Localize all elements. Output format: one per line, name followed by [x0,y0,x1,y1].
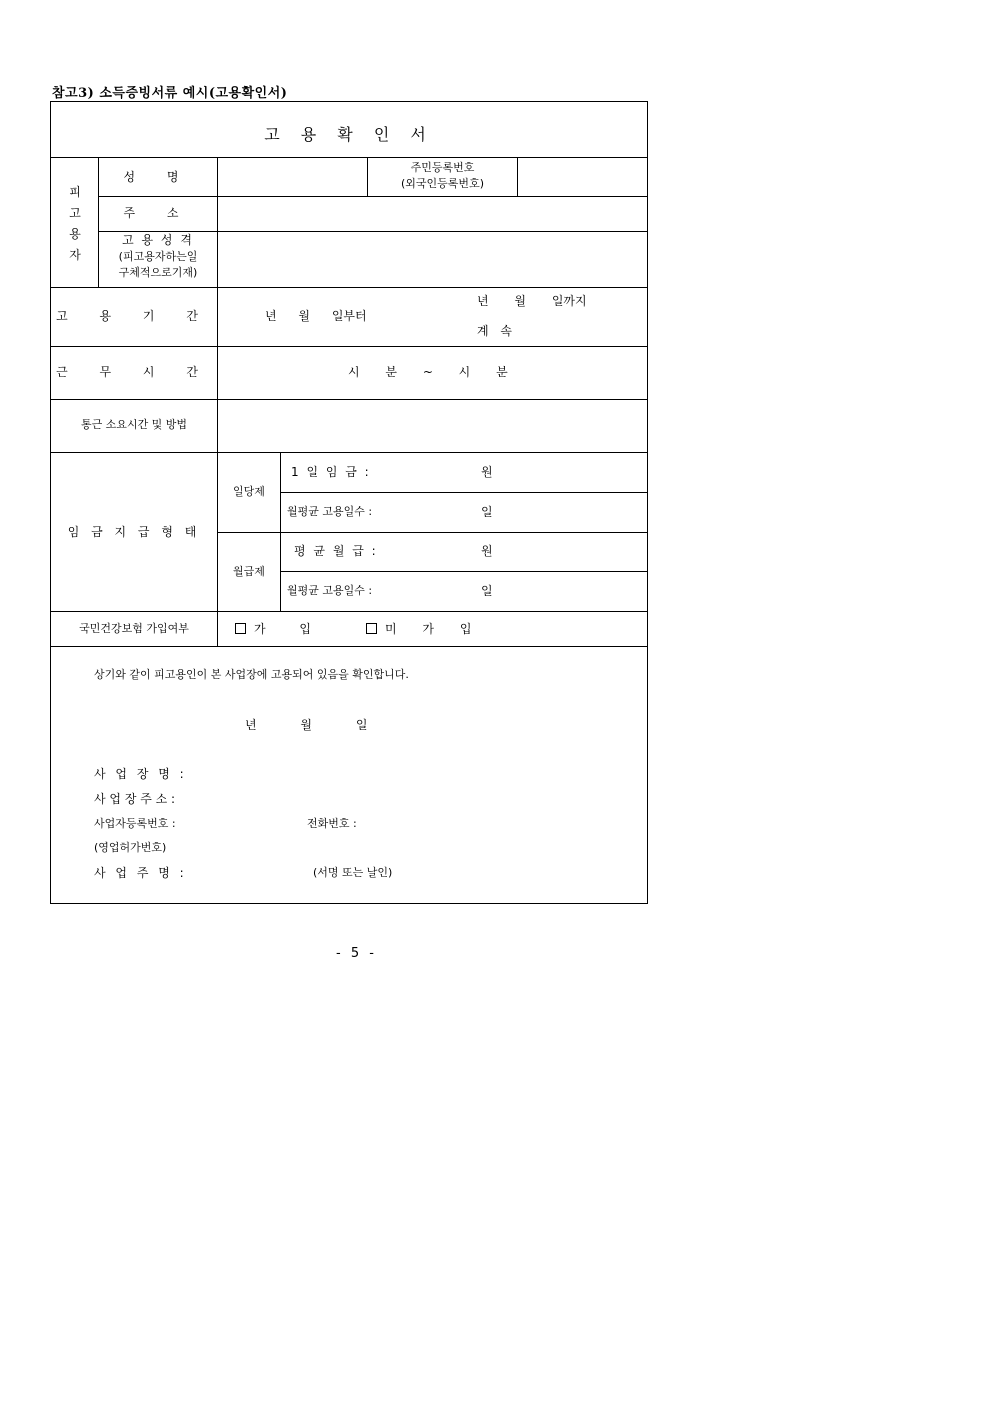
employment-period-label: 고 용 기 간 [56,309,212,323]
period-from: 년 월 일부터 [265,309,367,323]
business-registration-number: 사업자등록번호 : [94,817,176,830]
daily-wage-field: 1 일 임 금 : [291,465,371,479]
employee-group-label: 피고용자 [69,185,81,262]
rrn-label-line2: (외국인등록번호) [401,177,484,190]
daily-days-unit: 일 [481,505,493,519]
daily-wage-unit: 원 [481,465,493,479]
monthly-wage-label: 월급제 [233,565,265,578]
phone-number: 전화번호 : [307,817,357,830]
monthly-days-field: 월평균 고용일수 : [287,584,373,597]
document-heading: 참고3) 소득증빙서류 예시(고용확인서) [52,86,288,101]
name-label: 성 명 [123,170,193,184]
signature-note: (서명 또는 날인) [313,866,393,879]
insurance-yes-label: 가 입 [254,622,311,636]
rrn-label-line1: 주민등록번호 [410,161,475,174]
work-hours-label: 근 무 시 간 [56,365,212,379]
employment-nature-label-line3: 구체적으로기재) [118,266,198,279]
insurance-yes-option[interactable] [235,622,311,636]
insurance-no-option[interactable] [366,622,471,636]
insurance-no-label: 미 가 입 [385,622,472,636]
form-title: 고 용 확 인 서 [264,125,434,144]
employment-confirmation-form [50,101,648,904]
monthly-days-unit: 일 [481,584,493,598]
monthly-wage-field: 평 균 월 급 : [294,544,378,558]
monthly-wage-unit: 원 [481,544,493,558]
wage-type-label: 임 금 지 급 형 태 [67,525,201,539]
page-number: - 5 - [336,946,377,961]
period-continue: 계 속 [477,324,512,338]
business-license-number: (영업허가번호) [94,841,167,854]
commute-label: 통근 소요시간 및 방법 [80,418,188,431]
daily-days-field: 월평균 고용일수 : [287,505,373,518]
daily-wage-label: 일당제 [233,485,265,498]
period-to: 년 월 일까지 [477,294,587,308]
employment-nature-label-line1: 고 용 성 격 [122,233,194,247]
business-owner-name: 사 업 주 명 : [94,866,187,880]
business-address: 사 업 장 주 소 : [94,792,176,806]
work-hours-value: 시 분 ~ 시 분 [348,365,508,379]
insurance-no-checkbox[interactable] [366,623,377,634]
employment-nature-label-line2: (피고용자하는일 [118,250,198,263]
confirmation-text: 상기와 같이 피고용인이 본 사업장에 고용되어 있음을 확인합니다. [94,668,409,681]
confirmation-date: 년 월 일 [245,718,368,732]
business-name: 사 업 장 명 : [94,767,187,781]
insurance-yes-checkbox[interactable] [235,623,246,634]
address-label: 주 소 [123,206,193,220]
health-insurance-label: 국민건강보험 가입여부 [79,622,189,635]
